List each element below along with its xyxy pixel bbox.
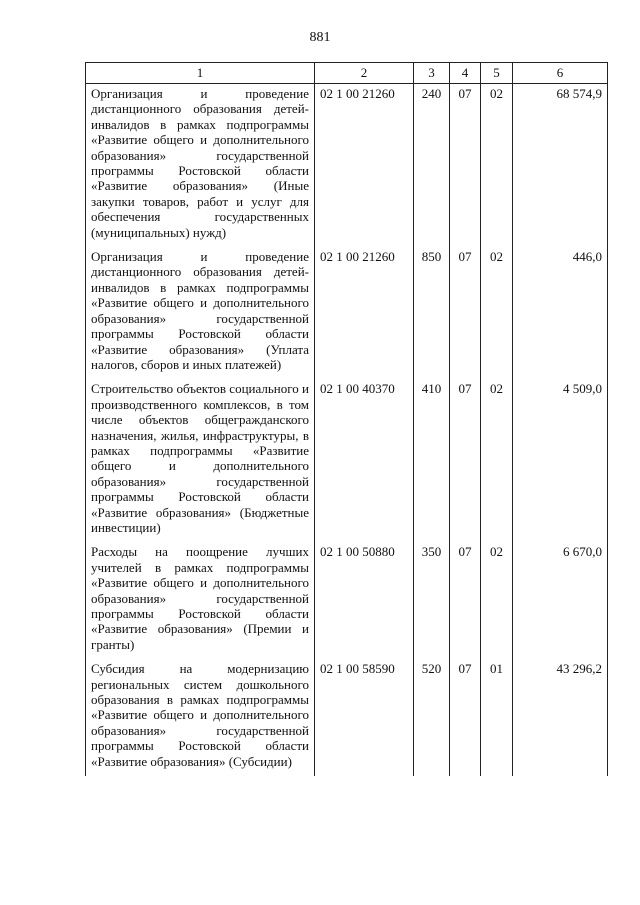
row-target-code: 02 1 00 21260 xyxy=(315,84,414,248)
row-description: Организация и проведение дистанционного образования детей-инвалидов в рамках подпрограммы «Развитие общего и дополнительного образования» государственной программы Ростовской области «Развитие образования» (Иные закупки товаров, работ и услуг для обеспечения государственных (муниципальных) нужд) xyxy=(86,84,315,248)
header-col-2: 2 xyxy=(315,63,414,84)
row-subsection: 01 xyxy=(481,659,513,776)
row-section: 07 xyxy=(450,542,481,659)
row-expense-type: 520 xyxy=(414,659,450,776)
table-row xyxy=(86,247,608,379)
row-amount: 68 574,9 xyxy=(513,84,608,248)
row-subsection: 02 xyxy=(481,84,513,248)
table-row xyxy=(86,379,608,542)
row-subsection: 02 xyxy=(481,379,513,542)
budget-table xyxy=(85,62,608,776)
row-target-code: 02 1 00 40370 xyxy=(315,379,414,542)
row-description: Строительство объектов социального и производственного комплексов, в том числе объектов общегражданского назначения, жилья, инфраструктуры, в рамках подпрограммы «Развитие общего и дополнительного образования» государственной программы Ростовской области «Развитие образования» (Бюджетные инвестиции) xyxy=(86,379,315,542)
row-expense-type: 350 xyxy=(414,542,450,659)
table-row xyxy=(86,84,608,248)
row-expense-type: 240 xyxy=(414,84,450,248)
row-amount: 43 296,2 xyxy=(513,659,608,776)
header-col-1: 1 xyxy=(86,63,315,84)
row-section: 07 xyxy=(450,659,481,776)
row-subsection: 02 xyxy=(481,542,513,659)
header-col-5: 5 xyxy=(481,63,513,84)
header-col-3: 3 xyxy=(414,63,450,84)
table-header-row xyxy=(86,63,608,84)
row-amount: 6 670,0 xyxy=(513,542,608,659)
row-target-code: 02 1 00 50880 xyxy=(315,542,414,659)
row-amount: 446,0 xyxy=(513,247,608,379)
row-subsection: 02 xyxy=(481,247,513,379)
page-number: 881 xyxy=(309,30,331,45)
row-section: 07 xyxy=(450,247,481,379)
row-description: Субсидия на модернизацию региональных систем дошкольного образования в рамках подпрограммы «Развитие общего и дополнительного образования» государственной программы Ростовской области «Развитие образования» (Субсидии) xyxy=(86,659,315,776)
row-section: 07 xyxy=(450,379,481,542)
row-description: Расходы на поощрение лучших учителей в рамках подпрограммы «Развитие общего и дополнительного образования» государственной программы Ростовской области «Развитие образования» (Премии и гранты) xyxy=(86,542,315,659)
table-row xyxy=(86,659,608,776)
row-expense-type: 850 xyxy=(414,247,450,379)
header-col-6: 6 xyxy=(513,63,608,84)
row-section: 07 xyxy=(450,84,481,248)
row-target-code: 02 1 00 21260 xyxy=(315,247,414,379)
row-target-code: 02 1 00 58590 xyxy=(315,659,414,776)
header-col-4: 4 xyxy=(450,63,481,84)
row-description: Организация и проведение дистанционного образования детей-инвалидов в рамках подпрограммы «Развитие общего и дополнительного образования» государственной программы Ростовской области «Развитие образования» (Уплата налогов, сборов и иных платежей) xyxy=(86,247,315,379)
row-expense-type: 410 xyxy=(414,379,450,542)
row-amount: 4 509,0 xyxy=(513,379,608,542)
table-row xyxy=(86,542,608,659)
